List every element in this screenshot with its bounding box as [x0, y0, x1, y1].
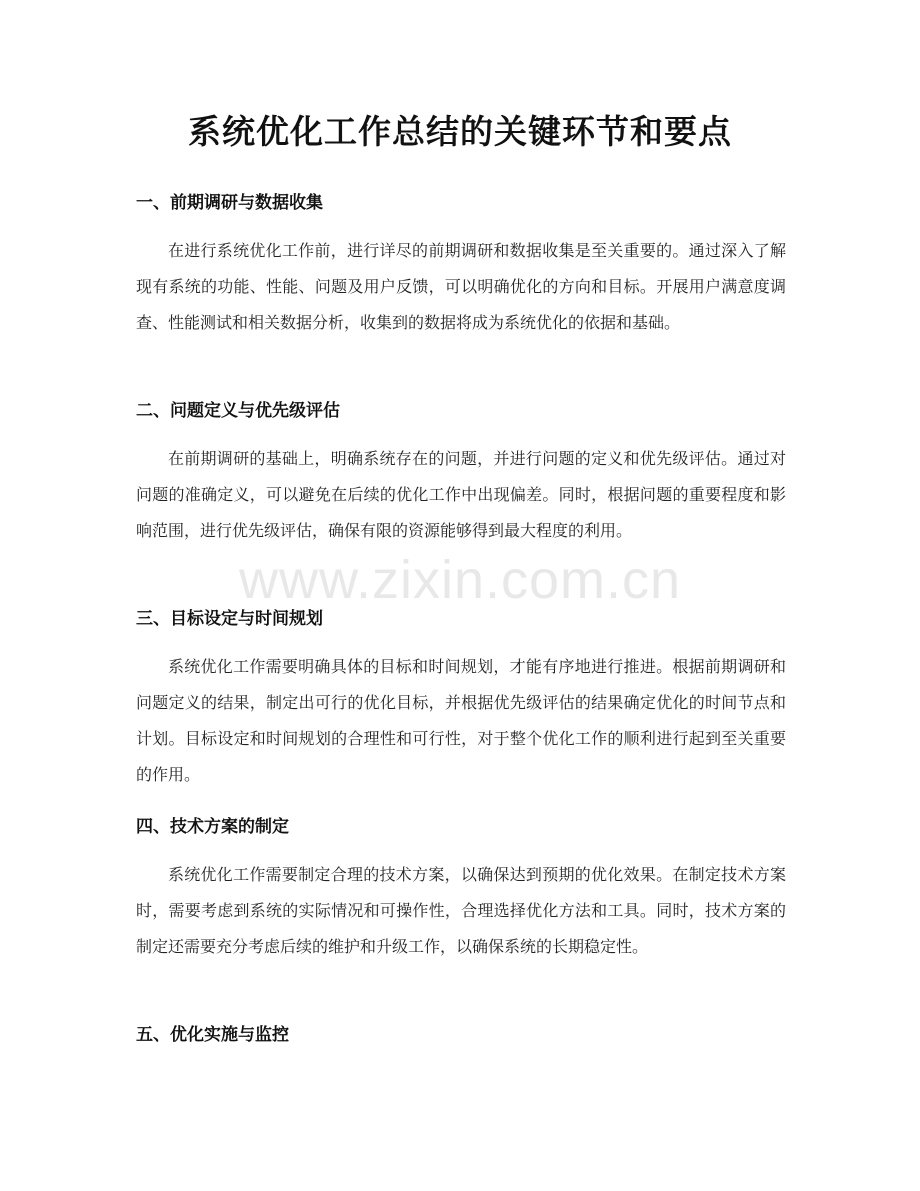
section-heading-2: 二、问题定义与优先级评估 — [136, 401, 340, 421]
section-heading-5: 五、优化实施与监控 — [136, 1025, 289, 1045]
watermark: www.zixin.com.cn — [238, 550, 682, 610]
section-heading-3: 三、目标设定与时间规划 — [136, 609, 323, 629]
section-body-3: 系统优化工作需要明确具体的目标和时间规划，才能有序地进行推进。根据前期调研和问题定义的结果，制定出可行的优化目标，并根据优先级评估的结果确定优化的时间节点和计划。目标设定和时间规划的合理性和可行性，对于整个优化工作的顺利进行起到至关重要的作用。 — [136, 657, 786, 784]
section-body-4: 系统优化工作需要制定合理的技术方案，以确保达到预期的优化效果。在制定技术方案时，需要考虑到系统的实际情况和可操作性，合理选择优化方法和工具。同时，技术方案的制定还需要充分考虑后续的维护和升级工作，以确保系统的长期稳定性。 — [136, 865, 786, 956]
section-heading-1: 一、前期调研与数据收集 — [136, 193, 323, 213]
page-title: 系统优化工作总结的关键环节和要点 — [188, 112, 732, 151]
section-body-1: 在进行系统优化工作前，进行详尽的前期调研和数据收集是至关重要的。通过深入了解现有系统的功能、性能、问题及用户反馈，可以明确优化的方向和目标。开展用户满意度调查、性能测试和相关数据分析，收集到的数据将成为系统优化的依据和基础。 — [136, 241, 786, 332]
section-body-2: 在前期调研的基础上，明确系统存在的问题，并进行问题的定义和优先级评估。通过对问题的准确定义，可以避免在后续的优化工作中出现偏差。同时，根据问题的重要程度和影响范围，进行优先级评估，确保有限的资源能够得到最大程度的利用。 — [136, 449, 786, 540]
section-heading-4: 四、技术方案的制定 — [136, 817, 289, 837]
